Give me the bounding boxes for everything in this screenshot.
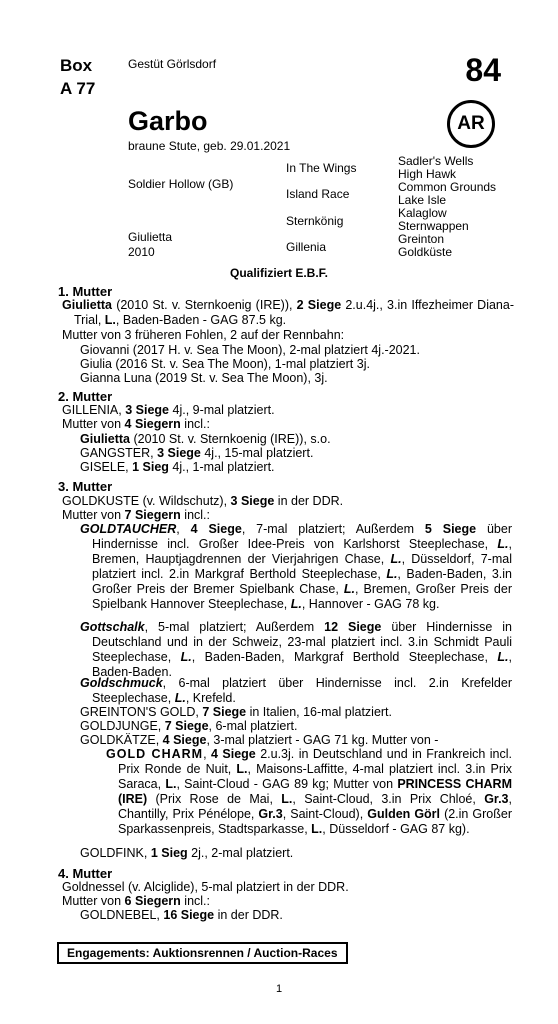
pedigree-g3-7: Greinton xyxy=(398,232,445,246)
m4-line-3: GOLDNEBEL, 16 Siege in der DDR. xyxy=(80,908,283,922)
pedigree-g2-4: Gillenia xyxy=(286,240,327,254)
section-title-4: 4. Mutter xyxy=(58,866,113,881)
pedigree-g3-list xyxy=(398,155,496,259)
pedigree-g3-2: High Hawk xyxy=(398,167,457,181)
m3-greintons-gold: GREINTON'S GOLD, 7 Siege in Italien, 16-mal platziert. xyxy=(80,705,393,719)
breeder: Gestüt Görlsdorf xyxy=(128,57,217,71)
engagements-box: Engagements: Auktionsrennen / Auction-Races xyxy=(57,942,348,964)
foals-intro: Mutter von 3 früheren Fohlen, 2 auf der Rennbahn: xyxy=(62,328,345,342)
m2-line-3: Giulietta (2010 St. v. Sternkoenig (IRE)), s.o. xyxy=(80,432,331,446)
dam-line: Giulietta (2010 St. v. Sternkoenig (IRE)), 2 Siege 2.u.4j., 3.in Iffezheimer Diana-Trial, L., Baden-Baden - GAG 87.5 kg. xyxy=(62,298,514,327)
horse-name: Garbo xyxy=(128,106,208,136)
m3-goldfink: GOLDFINK, 1 Sieg 2j., 2-mal platziert. xyxy=(80,846,294,860)
pedigree-g3-1: Sadler's Wells xyxy=(398,154,474,168)
m2-line-2: Mutter von 4 Siegern incl.: xyxy=(62,417,210,431)
m3-goldtaucher: GOLDTAUCHER, 4 Siege, 7-mal platziert; Außerdem 5 Siege über Hindernisse incl. Großer Idee-Preis von Karlshorst Steeplechase, L., Bremen, Hauptjagdrennen der Vierjahrigen Chase, L., Düsseldorf, 7-mal platziert incl. 2.in Markgraf Berthold Steeplechase, L., Baden-Baden, 3.in Großer Preis der Bremer Spielbank Chase, L., Bremen, Großer Preis der Spielbank Hannover Steeplechase, L., Hannover - GAG 78 kg. xyxy=(80,522,512,611)
pedigree-g2-1: In The Wings xyxy=(286,161,357,175)
m2-line-5: GISELE, 1 Sieg 4j., 1-mal platziert. xyxy=(80,460,275,474)
pedigree-g3-5: Kalaglow xyxy=(398,206,447,220)
foal-1: Giovanni (2017 H. v. Sea The Moon), 2-mal platziert 4j.-2021. xyxy=(80,343,420,357)
qualified-ebf: Qualifiziert E.B.F. xyxy=(229,266,328,280)
pedigree-g3-6: Sternwappen xyxy=(398,219,469,233)
ar-badge: AR xyxy=(447,100,495,148)
pedigree-g3-3: Common Grounds xyxy=(398,180,497,194)
m3-gottschalk: Gottschalk, 5-mal platziert; Außerdem 12 Siege über Hindernisse in Deutschland und in der Schweiz, 23-mal platziert incl. 3.in Schmidt Pauli Steeplechase, L., Baden-Baden, Markgraf Berthold Steeplechase, L., Baden-Baden. xyxy=(80,620,513,679)
horse-description: braune Stute, geb. 29.01.2021 xyxy=(128,139,291,153)
section-title-1: 1. Mutter xyxy=(58,284,113,299)
section-title-2: 2. Mutter xyxy=(58,389,113,404)
m3-goldkaetze: GOLDKÄTZE, 4 Siege, 3-mal platziert - GAG 71 kg. Mutter von - xyxy=(80,733,439,747)
pedigree-g2-3: Sternkönig xyxy=(286,214,344,228)
m4-line-2: Mutter von 6 Siegern incl.: xyxy=(62,894,210,908)
section-title-3: 3. Mutter xyxy=(58,479,113,494)
m3-line-2: Mutter von 7 Siegern incl.: xyxy=(62,508,210,522)
foal-2: Giulia (2016 St. v. Sea The Moon), 1-mal platziert 3j. xyxy=(80,357,370,371)
pedigree-sire: Soldier Hollow (GB) xyxy=(128,177,234,191)
pedigree-g2-2: Island Race xyxy=(286,187,350,201)
m3-goldjunge: GOLDJUNGE, 7 Siege, 6-mal platziert. xyxy=(80,719,298,733)
m2-line-4: GANGSTER, 3 Siege 4j., 15-mal platziert. xyxy=(80,446,314,460)
box-number: A 77 xyxy=(60,79,96,98)
m4-line-1: Goldnessel (v. Alciglide), 5-mal platziert in der DDR. xyxy=(62,880,349,894)
m3-goldschmuck: Goldschmuck, 6-mal platziert über Hindernisse incl. 2.in Krefelder Steeplechase, L., Krefeld. xyxy=(80,676,512,705)
pedigree-dam: Giulietta xyxy=(128,230,173,244)
page-number: 1 xyxy=(275,983,283,995)
box-word: Box xyxy=(60,56,93,75)
lot-number: 84 xyxy=(465,52,501,88)
box-label xyxy=(60,54,95,100)
m3-gold-charm: GOLD CHARM, 4 Siege 2.u.3j. in Deutschland und in Frankreich incl. Prix Ronde de Nuit, L., Maisons-Laffitte, 4-mal platziert incl. 3.in Prix Saraca, L., Saint-Cloud - GAG 89 kg; Mutter von PRINCESS CHARM (IRE) (Prix Rose de Mai, L., Saint-Cloud, 3.in Prix Chloé, Gr.3, Chantilly, Prix Pénélope, Gr.3, Saint-Cloud), Gulden Görl (2.in Großer Sparkassenpreis, Stadtsparkasse, L., Düsseldorf - GAG 87 kg). xyxy=(106,747,513,836)
m2-line-1: GILLENIA, 3 Siege 4j., 9-mal platziert. xyxy=(62,403,275,417)
pedigree-g3-8: Goldküste xyxy=(398,245,453,259)
pedigree-g3-4: Lake Isle xyxy=(398,193,447,207)
pedigree-dam-year: 2010 xyxy=(128,245,155,259)
foal-3: Gianna Luna (2019 St. v. Sea The Moon), 3j. xyxy=(80,371,328,385)
m3-line-1: GOLDKUSTE (v. Wildschutz), 3 Siege in der DDR. xyxy=(62,494,344,508)
